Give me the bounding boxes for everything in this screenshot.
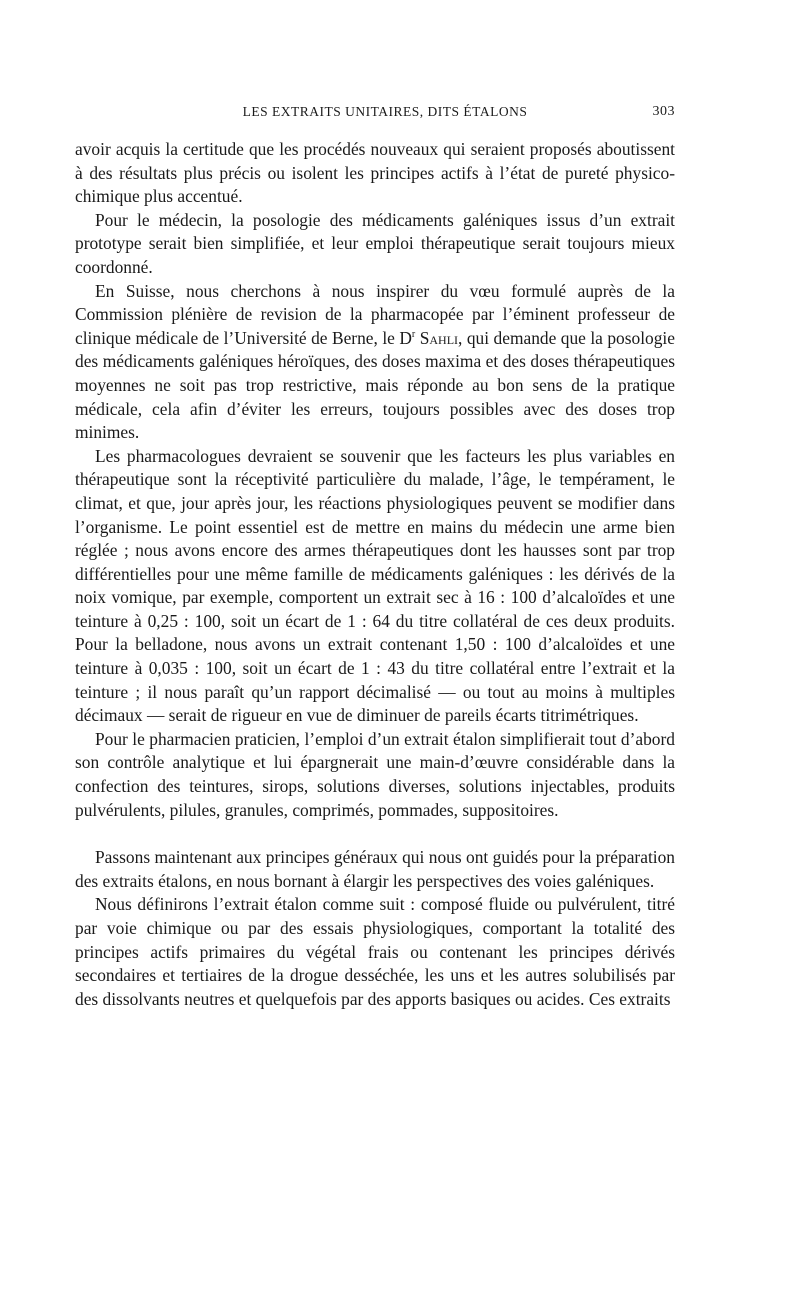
running-title: LES EXTRAITS UNITAIRES, DITS ÉTALONS (242, 104, 528, 119)
page-number: 303 (652, 104, 675, 119)
page-header (75, 104, 675, 130)
book-page (75, 104, 675, 1011)
paragraph-definition: Nous définirons l’extrait étalon comme suit : composé fluide ou pulvérulent, titré par voie chimique ou par des essais physiologiques, comportant la totalité des principes actifs primaires du végétal frais ou contenant les principes dérivés secondaires et tertiaires de la drogue desséchée, les uns et les autres solubilisés par des dissolvants neutres et quelquefois par des apports basiques ou acides. Ces extraits (75, 894, 675, 1009)
paragraph-pharmacien: Pour le pharmacien praticien, l’emploi d’un extrait étalon simplifierait tout d’abord son contrôle analytique et lui épargnerait une main-d’œuvre considérable dans la confection des teintures, sirops, solutions diverses, solutions injectables, produits pulvérulents, pilules, granules, comprimés, pommades, suppositoires. (75, 728, 675, 820)
doctor-superscript: r (411, 328, 416, 340)
paragraph-suisse (75, 280, 675, 445)
paragraph-medecin: Pour le médecin, la posologie des médicaments galéniques issus d’un extrait prototype serait bien simplifiée, et leur emploi thérapeutique serait toujours mieux coordonné. (75, 209, 675, 277)
section-gap (75, 822, 675, 846)
paragraph-continuation: avoir acquis la certitude que les procédés nouveaux qui seraient proposés aboutissent à des résultats plus précis ou isolent les principes actifs à l’état de pureté physico-chimique plus accentué. (75, 139, 675, 207)
paragraph-principes: Passons maintenant aux principes généraux qui nous ont guidés pour la préparation des extraits étalons, en nous bornant à élargir les perspectives des voies galéniques. (75, 847, 675, 891)
paragraph-suisse-tail: , qui demande que la posologie des médicaments galéniques héroïques, des doses maxima et des doses thérapeutiques moyennes ne soit pas trop restrictive, mais réponde au bon sens de la pratique médicale, cela afin d’éviter les erreurs, toujours possibles avec des doses trop minimes. (75, 327, 675, 443)
paragraph-pharmacologues: Les pharmacologues devraient se souvenir que les facteurs les plus variables en thérapeutique sont la réceptivité particulière du malade, l’âge, le tempérament, le climat, et que, jour après jour, les réactions physiologiques peuvent se modifier dans l’organisme. Le point essentiel est de mettre en mains du médecin une arme bien réglée ; nous avons encore des armes thérapeutiques dont les hausses sont par trop différentielles pour une même famille de médicaments galéniques : les dérivés de la noix vomique, par exemple, comportent un extrait sec à 16 : 100 d’alcaloïdes et une teinture à 0,25 : 100, soit un écart de 1 : 64 du titre collatéral de ces deux produits. Pour la belladone, nous avons un extrait contenant 1,50 : 100 d’alcaloïdes et une teinture à 0,035 : 100, soit un écart de 1 : 43 du titre collatéral entre l’extrait et la teinture ; il nous paraît qu’un rapport décimalisé — ou tout au moins à multiples décimaux — serait de rigueur en vue de diminuer de pareils écarts titrimétriques. (75, 445, 675, 726)
doctor-name: Sahli (419, 327, 459, 348)
paragraph-suisse-text: En Suisse, nous cherchons à nous inspirer du vœu formulé auprès de la Commission plénière de revision de la pharmacopée par l’éminent professeur de clinique médicale de l’Université de Berne, le D (75, 280, 675, 348)
body-text (75, 138, 675, 1011)
